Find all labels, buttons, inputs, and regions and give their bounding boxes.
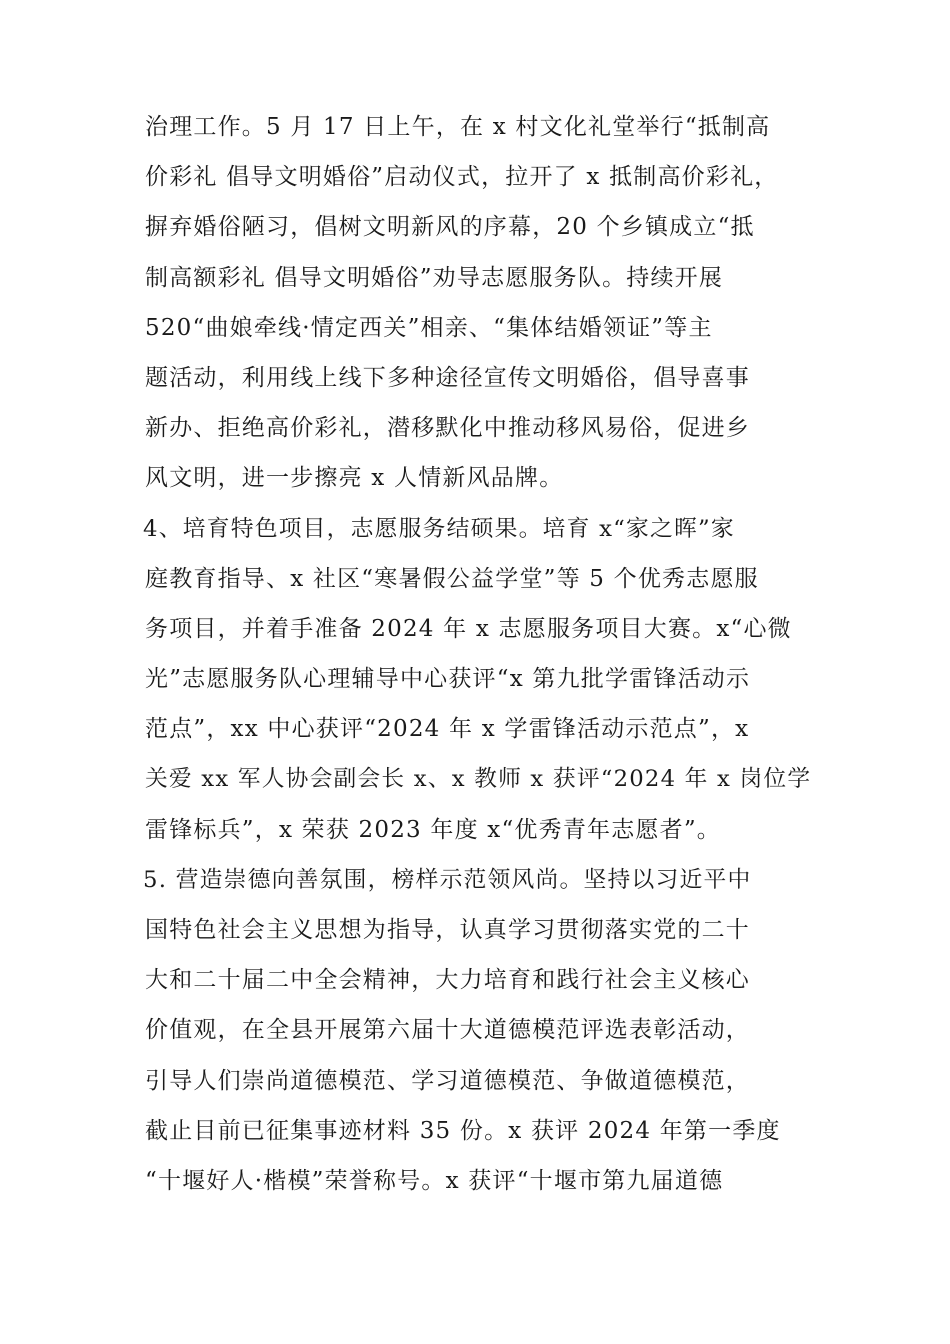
body-text: [145, 102, 815, 1206]
text-line: 大和二十届二中全会精神，大力培育和践行社会主义核心: [145, 967, 750, 994]
text-line: 引导人们崇尚道德模范、学习道德模范、争做道德模范，: [145, 1067, 750, 1094]
text-line: 新办、拒绝高价彩礼，潜移默化中推动移风易俗，促进乡: [145, 415, 750, 442]
text-line: 关爱 xx 军人协会副会长 x、x 教师 x 获评“2024 年 x 岗位学: [145, 766, 812, 793]
text-line: 题活动，利用线上线下多种途径宣传文明婚俗，倡导喜事: [145, 364, 750, 391]
text-line: 庭教育指导、x 社区“寒暑假公益学堂”等 5 个优秀志愿服: [145, 565, 759, 592]
text-line: 摒弃婚俗陋习，倡树文明新风的序幕，20 个乡镇成立“抵: [145, 214, 755, 241]
section-heading-line: 4、培育特色项目，志愿服务结硕果。培育 x“家之晖”家: [143, 515, 735, 542]
text-line: 治理工作。5 月 17 日上午，在 x 村文化礼堂举行“抵制高: [145, 114, 771, 140]
text-line: 制高额彩礼 倡导文明婚俗”劝导志愿服务队。持续开展: [145, 264, 724, 291]
text-line: 风文明，进一步擦亮 x 人情新风品牌。: [145, 465, 564, 492]
section-heading-line: 5. 营造崇德向善氛围，榜样示范领风尚。坚持以习近平中: [143, 866, 752, 893]
text-line: 价彩礼 倡导文明婚俗”启动仪式，拉开了 x 抵制高价彩礼，: [145, 164, 779, 191]
text-line: 价值观，在全县开展第六届十大道德模范评选表彰活动，: [145, 1017, 750, 1044]
text-line: 国特色社会主义思想为指导，认真学习贯彻落实党的二十: [145, 917, 750, 943]
text-line: 光”志愿服务队心理辅导中心获评“x 第九批学雷锋活动示: [145, 666, 751, 693]
text-line: 截止目前已征集事迹材料 35 份。x 获评 2024 年第一季度: [145, 1117, 781, 1144]
text-line: “十堰好人·楷模”荣誉称号。x 获评“十堰市第九届道德: [145, 1167, 724, 1194]
text-line: 务项目，并着手准备 2024 年 x 志愿服务项目大赛。x“心微: [145, 615, 792, 642]
text-line: 雷锋标兵”，x 荣获 2023 年度 x“优秀青年志愿者”。: [145, 816, 721, 843]
text-line: 520“曲娘牵线·情定西关”相亲、“集体结婚领证”等主: [145, 314, 713, 341]
text-line: 范点”，xx 中心获评“2024 年 x 学雷锋活动示范点”，x: [145, 716, 750, 743]
